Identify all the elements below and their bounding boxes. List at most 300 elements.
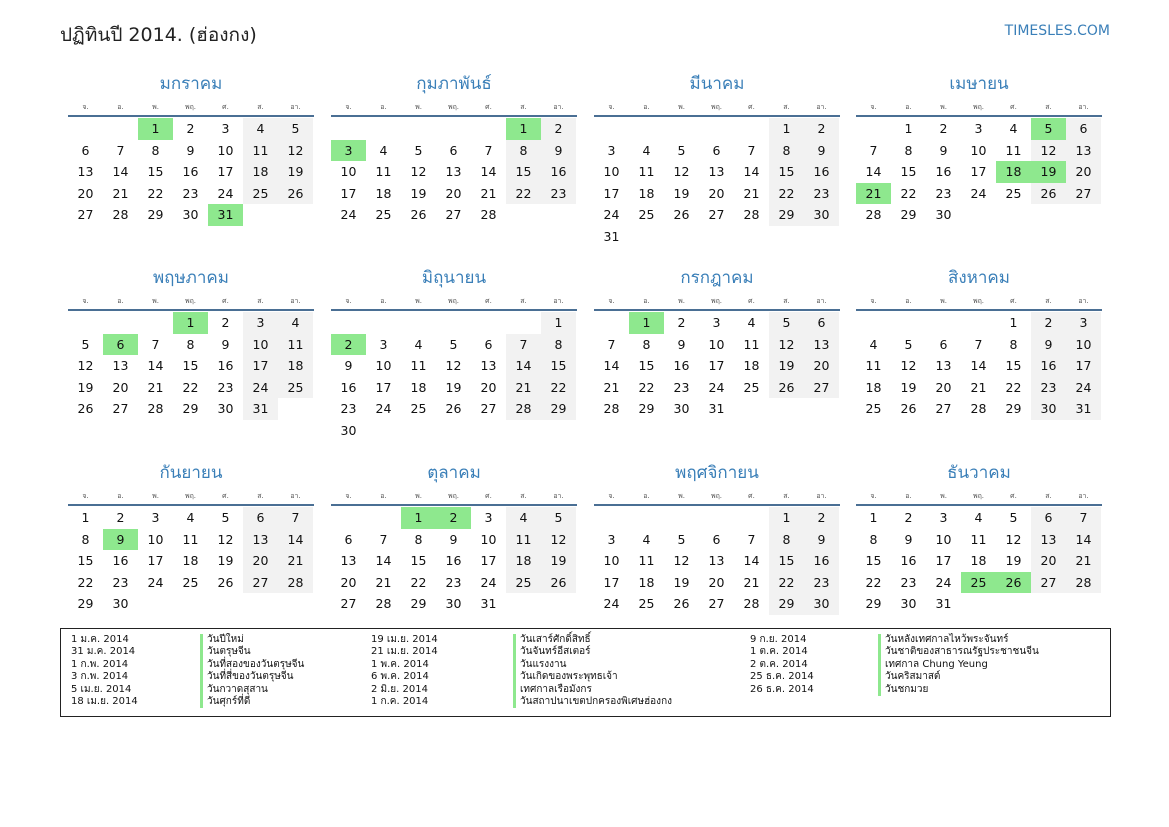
day-cell: 7 [607,336,616,352]
holiday-names-column-2 [513,634,672,708]
day-cell: 23 [804,183,839,205]
holiday-day-cell: 19 [1031,161,1066,183]
holiday-dates-column-1 [71,634,138,708]
empty-cell [331,507,366,529]
day-cell: 24 [970,185,987,201]
day-grid [331,507,577,615]
month-name: สิงหาคม [947,268,1010,288]
holiday-day-cell: 1 [401,507,436,529]
day-cell: 30 [900,596,917,612]
day-cell: 11 [375,164,392,180]
weekday-label: อา. [290,492,301,500]
month-name: มิถุนายน [421,268,487,288]
day-cell: 16 [935,164,952,180]
day-cell: 24 [480,574,497,590]
day-cell: 18 [375,185,392,201]
day-cell: 22 [77,574,94,590]
month-8 [856,267,1102,420]
month-2 [331,73,577,226]
day-cell: 9 [939,142,948,158]
weekday-header [594,295,840,311]
day-cell: 21 [506,377,541,399]
month-name: ธันวาคม [947,463,1011,483]
day-cell: 19 [278,161,313,183]
day-cell: 6 [1031,507,1066,529]
day-cell: 17 [217,164,234,180]
day-cell: 7 [484,142,493,158]
day-cell: 2 [221,315,230,330]
holiday-name: วันหลังเทศกาลไหว้พระจันทร์ [878,634,1039,646]
day-cell: 3 [1066,312,1101,334]
day-cell: 2 [677,315,686,330]
weekday-header [856,490,1102,506]
weekday-label: พฤ. [972,297,985,305]
holiday-day-cell: 1 [506,118,541,140]
holiday-name: วันศุกร์ที่ดี [200,696,304,708]
day-cell: 20 [77,185,94,201]
weekday-label: พ. [152,103,159,111]
day-cell: 28 [480,207,497,223]
holiday-date: 2 ต.ค. 2014 [750,658,808,670]
day-cell: 31 [603,228,620,244]
month-6 [331,267,577,442]
day-cell: 13 [1066,140,1101,162]
day-cell: 16 [217,358,234,374]
weekday-label: อา. [553,297,564,305]
day-cell: 6 [1066,118,1101,140]
day-cell: 8 [81,531,90,547]
day-cell: 9 [186,142,195,158]
holiday-name: วันเสาร์ศักดิ์สิทธิ์ [513,634,672,646]
day-cell: 9 [449,531,458,547]
weekday-label: ศ. [222,297,229,305]
weekday-label: ศ. [485,492,492,500]
day-cell: 26 [900,401,917,417]
day-cell: 15 [769,161,804,183]
weekday-label: พฤ. [184,492,197,500]
day-cell: 27 [935,401,952,417]
weekday-label: พ. [415,103,422,111]
day-cell: 16 [182,164,199,180]
day-cell: 5 [278,118,313,140]
day-cell: 29 [900,207,917,223]
holiday-day-cell: 1 [138,118,173,140]
day-cell: 8 [904,142,913,158]
day-grid [856,312,1102,420]
holiday-name: วันแรงงาน [513,659,672,671]
holiday-date: 2 มิ.ย. 2014 [371,683,428,695]
day-cell: 13 [445,164,462,180]
day-cell: 17 [243,355,278,377]
day-cell: 5 [677,142,686,158]
day-cell: 1 [1009,315,1018,330]
day-cell: 28 [1066,572,1101,594]
day-cell: 26 [278,183,313,205]
day-grid [331,312,577,442]
day-cell: 7 [379,531,388,547]
day-cell: 17 [603,574,620,590]
empty-cell [366,312,401,334]
day-cell: 14 [112,164,129,180]
day-cell: 19 [900,379,917,395]
weekday-label: ส. [1045,297,1052,305]
day-cell: 23 [340,401,357,417]
day-cell: 24 [340,207,357,223]
empty-cell [629,507,664,529]
holiday-date: 26 ธ.ค. 2014 [750,683,814,695]
holiday-day-cell: 1 [629,312,664,334]
day-cell: 6 [484,336,493,352]
weekday-header [594,490,840,506]
weekday-label: อ. [117,492,124,500]
weekday-label: อา. [816,492,827,500]
day-cell: 30 [804,593,839,615]
day-cell: 19 [673,574,690,590]
day-cell: 26 [1031,183,1066,205]
holiday-name: วันชกมวย [878,684,1039,696]
day-cell: 5 [541,507,576,529]
day-cell: 25 [375,207,392,223]
month-1 [68,73,314,226]
day-cell: 14 [278,529,313,551]
brand-link[interactable]: TIMESLES.COM [1004,23,1110,39]
day-cell: 18 [243,161,278,183]
holiday-date: 18 เม.ย. 2014 [71,695,138,707]
weekday-label: พฤ. [447,103,460,111]
month-5 [68,267,314,420]
day-cell: 23 [804,572,839,594]
day-cell: 3 [607,142,616,158]
weekday-label: ส. [257,297,264,305]
day-cell: 6 [449,142,458,158]
holiday-name: วันที่สี่ของวันตรุษจีน [200,671,304,683]
weekday-label: พ. [415,297,422,305]
weekday-label: ศ. [485,103,492,111]
weekday-label: อ. [643,492,650,500]
month-12 [856,462,1102,615]
empty-cell [138,312,173,334]
holiday-date: 3 ก.พ. 2014 [71,671,129,683]
day-cell: 12 [217,531,234,547]
day-cell: 13 [243,529,278,551]
weekday-label: ศ. [748,103,755,111]
day-cell: 21 [603,379,620,395]
day-cell: 28 [147,401,164,417]
weekday-label: อ. [117,297,124,305]
day-cell: 12 [410,164,427,180]
day-cell: 11 [865,358,882,374]
day-cell: 22 [769,572,804,594]
day-cell: 18 [506,550,541,572]
day-cell: 3 [221,121,230,136]
empty-cell [856,312,891,334]
day-cell: 19 [541,550,576,572]
day-cell: 31 [1066,398,1101,420]
empty-cell [926,312,961,334]
day-cell: 27 [1031,572,1066,594]
day-cell: 29 [769,204,804,226]
day-cell: 10 [340,164,357,180]
weekday-label: ส. [783,103,790,111]
day-cell: 12 [541,529,576,551]
day-cell: 18 [638,574,655,590]
day-cell: 21 [970,379,987,395]
weekday-label: อา. [816,297,827,305]
day-cell: 3 [712,315,721,330]
weekday-label: พ. [152,492,159,500]
weekday-label: จ. [82,492,89,500]
weekday-label: ศ. [748,492,755,500]
weekday-label: อ. [380,297,387,305]
day-cell: 2 [116,510,125,525]
day-cell: 22 [182,379,199,395]
day-grid [594,118,840,248]
month-10 [331,462,577,615]
day-cell: 5 [769,312,804,334]
day-cell: 2 [804,118,839,140]
holiday-date: 5 เม.ย. 2014 [71,683,132,695]
day-cell: 20 [804,355,839,377]
weekday-label: ศ. [222,103,229,111]
day-cell: 17 [603,185,620,201]
day-cell: 20 [243,550,278,572]
day-cell: 13 [112,358,129,374]
day-grid [856,118,1102,226]
month-11 [594,462,840,615]
day-cell: 14 [375,553,392,569]
weekday-label: อา. [1078,297,1089,305]
day-cell: 29 [410,596,427,612]
day-cell: 18 [970,553,987,569]
day-cell: 23 [182,185,199,201]
weekday-label: พฤ. [710,103,723,111]
day-cell: 1 [769,507,804,529]
weekday-label: ส. [783,297,790,305]
empty-cell [436,118,471,140]
day-cell: 19 [769,355,804,377]
day-cell: 21 [112,185,129,201]
day-cell: 10 [217,142,234,158]
empty-cell [594,312,629,334]
day-cell: 16 [112,553,129,569]
weekday-label: พฤ. [447,297,460,305]
day-cell: 13 [708,553,725,569]
weekday-label: ส. [783,492,790,500]
day-cell: 17 [935,553,952,569]
day-cell: 10 [1066,334,1101,356]
day-cell: 22 [769,183,804,205]
day-grid [856,507,1102,615]
day-cell: 11 [410,358,427,374]
holiday-name: เทศกาลเรือมังกร [513,684,672,696]
day-cell: 15 [77,553,94,569]
month-name: พฤษภาคม [152,268,230,288]
day-cell: 3 [974,121,983,136]
month-name: ตุลาคม [427,463,481,483]
day-cell: 7 [747,142,756,158]
holiday-day-cell: 3 [331,140,366,162]
day-cell: 8 [506,140,541,162]
weekday-label: อ. [117,103,124,111]
day-cell: 11 [1005,142,1022,158]
weekday-label: อ. [380,492,387,500]
holiday-date: 1 ม.ค. 2014 [71,634,129,645]
month-name: กรกฎาคม [680,268,754,288]
weekday-label: อา. [553,492,564,500]
weekday-label: ศ. [222,492,229,500]
weekday-label: ส. [257,492,264,500]
weekday-label: อา. [816,103,827,111]
day-cell: 27 [445,207,462,223]
day-cell: 17 [340,185,357,201]
day-cell: 28 [375,596,392,612]
day-cell: 7 [869,142,878,158]
day-cell: 14 [603,358,620,374]
weekday-header [856,295,1102,311]
weekday-label: ศ. [748,297,755,305]
day-cell: 26 [410,207,427,223]
day-cell: 17 [1066,355,1101,377]
weekday-label: อ. [380,103,387,111]
day-cell: 26 [769,377,804,399]
empty-cell [68,118,103,140]
day-cell: 4 [642,142,651,158]
weekday-label: อ. [905,103,912,111]
day-cell: 13 [340,553,357,569]
day-cell: 22 [410,574,427,590]
holiday-day-cell: 1 [173,312,208,334]
day-cell: 14 [147,358,164,374]
day-cell: 18 [182,553,199,569]
weekday-label: จ. [608,492,615,500]
day-cell: 25 [410,401,427,417]
weekday-label: พ. [415,492,422,500]
weekday-label: จ. [345,492,352,500]
holiday-date: 19 เม.ย. 2014 [371,634,438,645]
day-cell: 1 [81,510,90,525]
holiday-date: 1 พ.ค. 2014 [371,658,429,670]
day-cell: 8 [151,142,160,158]
month-name: พฤศจิกายน [675,463,759,483]
day-cell: 29 [1005,401,1022,417]
weekday-label: พ. [152,297,159,305]
day-cell: 24 [217,185,234,201]
empty-cell [331,312,366,334]
day-cell: 29 [147,207,164,223]
weekday-label: จ. [608,297,615,305]
weekday-label: จ. [870,103,877,111]
day-cell: 21 [480,185,497,201]
holiday-date: 6 พ.ค. 2014 [371,671,429,683]
day-cell: 3 [243,312,278,334]
empty-cell [471,118,506,140]
day-cell: 1 [769,118,804,140]
month-name: เมษายน [949,74,1009,94]
holiday-names-column-3 [878,634,1039,696]
month-3 [594,73,840,248]
day-cell: 2 [904,510,913,525]
weekday-header [68,101,314,117]
day-cell: 17 [375,379,392,395]
day-cell: 24 [243,377,278,399]
day-cell: 18 [865,379,882,395]
weekday-label: ส. [520,103,527,111]
day-cell: 15 [865,553,882,569]
holiday-day-cell: 31 [208,204,243,226]
holiday-names-column-1 [200,634,304,708]
weekday-header [331,101,577,117]
day-cell: 20 [1066,161,1101,183]
day-cell: 2 [804,507,839,529]
day-cell: 13 [1031,529,1066,551]
day-cell: 29 [77,596,94,612]
day-cell: 18 [410,379,427,395]
day-cell: 25 [865,401,882,417]
day-cell: 14 [506,355,541,377]
day-cell: 14 [865,164,882,180]
month-name: มีนาคม [689,74,745,94]
weekday-label: พ. [940,297,947,305]
day-cell: 11 [743,336,760,352]
day-cell: 27 [112,401,129,417]
empty-cell [961,312,996,334]
day-cell: 1 [541,312,576,334]
day-cell: 5 [1009,510,1018,525]
day-cell: 4 [747,315,756,330]
weekday-label: ส. [1045,103,1052,111]
day-cell: 14 [1066,529,1101,551]
day-cell: 24 [147,574,164,590]
day-cell: 31 [708,401,725,417]
holiday-day-cell: 25 [961,572,996,594]
day-grid [68,312,314,420]
day-cell: 24 [708,379,725,395]
day-cell: 8 [769,529,804,551]
day-cell: 28 [743,596,760,612]
holiday-name: วันเกิดของพระพุทธเจ้า [513,671,672,683]
weekday-label: จ. [345,103,352,111]
weekday-label: จ. [82,297,89,305]
day-cell: 28 [970,401,987,417]
day-cell: 29 [182,401,199,417]
day-cell: 10 [603,553,620,569]
weekday-label: ศ. [1010,297,1017,305]
holiday-day-cell: 18 [996,161,1031,183]
weekday-label: อ. [905,492,912,500]
weekday-label: อา. [290,297,301,305]
day-cell: 12 [769,334,804,356]
day-cell: 2 [1031,312,1066,334]
holiday-date: 21 เม.ย. 2014 [371,646,438,658]
day-cell: 4 [278,312,313,334]
empty-cell [734,118,769,140]
day-cell: 12 [1031,140,1066,162]
day-cell: 8 [642,336,651,352]
weekday-header [68,490,314,506]
empty-cell [103,118,138,140]
day-cell: 20 [1031,550,1066,572]
day-cell: 30 [340,422,357,438]
day-cell: 19 [217,553,234,569]
day-cell: 8 [414,531,423,547]
empty-cell [629,118,664,140]
day-cell: 8 [186,336,195,352]
day-cell: 12 [278,140,313,162]
empty-cell [506,312,541,334]
holiday-day-cell: 2 [436,507,471,529]
day-cell: 28 [603,401,620,417]
empty-cell [594,507,629,529]
